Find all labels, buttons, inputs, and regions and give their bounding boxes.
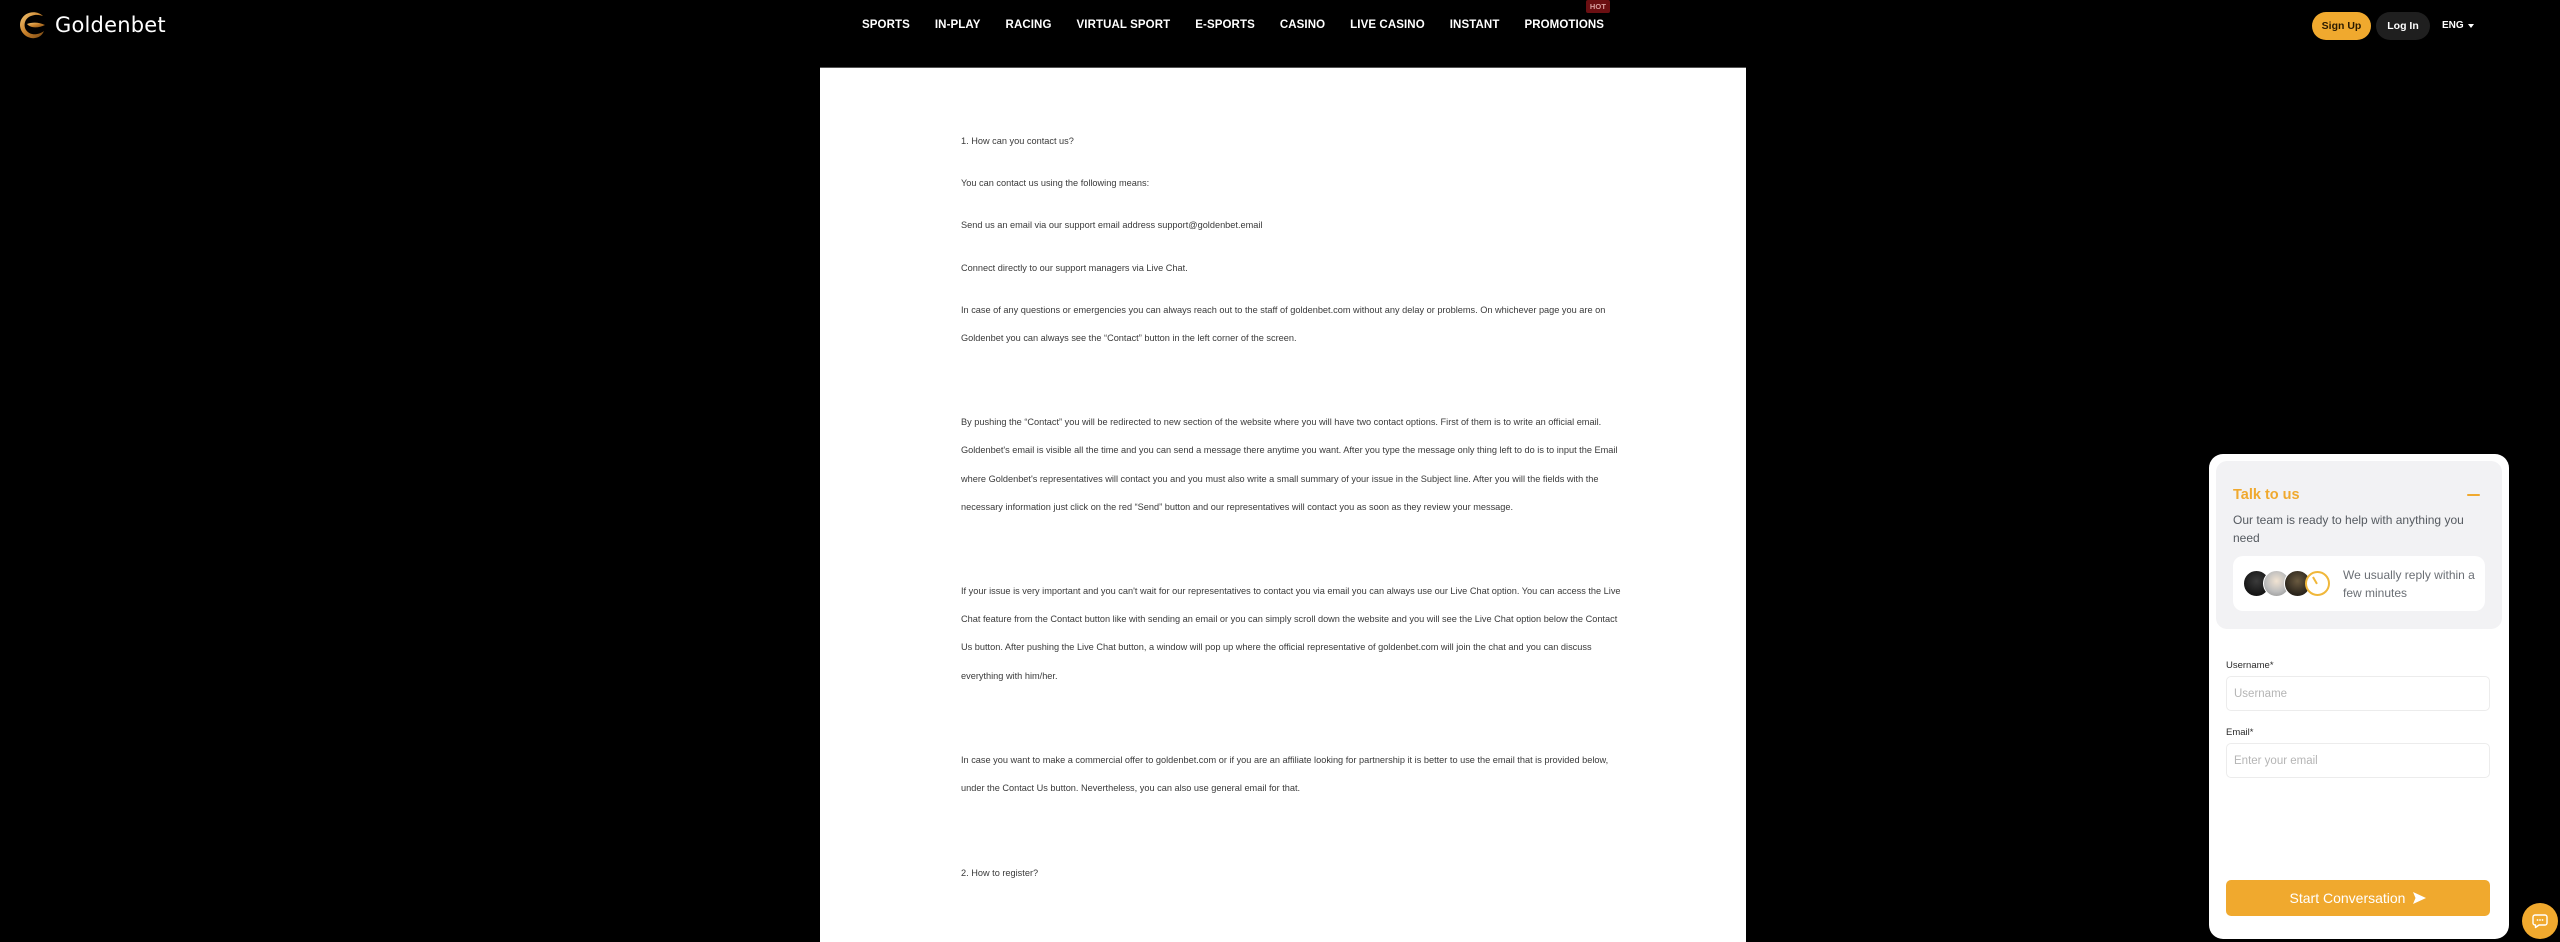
faq-paragraph: In case of any questions or emergencies you can always reach out to the staff of goldenbet.com without any delay or problems. On whichever page you are on Goldenbet you can always see the “Contact” button in the left corner of the screen. (961, 304, 1606, 344)
faq-content-panel (820, 67, 1746, 942)
chat-launcher-button[interactable] (2522, 903, 2558, 939)
hot-badge: HOT (1586, 0, 1610, 13)
faq-paragraph: By pushing the “Contact” you will be redirected to new section of the website where you will have two contact options. First of them is to write an official email. Goldenbet's email is visible all the time and you can send a message there anytime you want. After you type the message only thing left to do is to input the Email where Goldenbet's representatives will contact you and you must also write a small summary of your issue in the Subject line. After you will the fields with the necessary information just click on the red “Send” button and our representatives will contact you as soon as they review your message. (961, 417, 1618, 512)
reply-time-card (2233, 556, 2485, 611)
faq-article (961, 127, 1621, 887)
send-icon (2413, 892, 2426, 904)
nav-promotions[interactable] (1524, 2, 1607, 31)
brand-logo[interactable] (17, 8, 166, 42)
top-header (0, 0, 2560, 50)
clock-icon (2305, 571, 2330, 596)
faq-heading-1: 1. How can you contact us? (961, 136, 1074, 146)
goldenbet-logo-icon (17, 9, 49, 41)
nav-in-play[interactable]: IN-PLAY (934, 19, 981, 31)
nav-virtual-sport[interactable]: VIRTUAL SPORT (1076, 19, 1171, 31)
agent-avatars (2243, 570, 2333, 598)
nav-sports[interactable]: SPORTS (862, 19, 910, 31)
brand-name: Goldenbet (55, 13, 166, 37)
chat-title: Talk to us (2233, 487, 2300, 503)
nav-promotions-label: PROMOTIONS (1524, 19, 1605, 31)
header-actions (2312, 11, 2474, 40)
faq-paragraph: In case you want to make a commercial offer to goldenbet.com or if you are an affiliate looking for partnership it is better to use the email that is provided below, under the Contact Us button. Nevertheless, you can also use general email for that. (961, 754, 1609, 794)
reply-time-text: We usually reply within a few minutes (2343, 568, 2475, 600)
faq-paragraph: Send us an email via our support email address support@goldenbet.email (961, 220, 1263, 231)
faq-heading-2: 2. How to register? (961, 868, 1039, 879)
email-input[interactable] (2226, 743, 2490, 778)
start-conversation-button[interactable] (2226, 880, 2490, 916)
nav-casino[interactable]: CASINO (1279, 19, 1326, 31)
email-label: Email* (2226, 727, 2254, 738)
username-input[interactable] (2226, 676, 2490, 711)
language-selector[interactable] (2442, 20, 2474, 31)
caret-down-icon (2468, 24, 2474, 28)
nav-live-casino[interactable]: LIVE CASINO (1350, 19, 1425, 31)
main-nav (862, 0, 1607, 50)
faq-paragraph: You can contact us using the following means: (961, 178, 1150, 189)
language-label: ENG (2442, 20, 2464, 31)
username-label: Username* (2226, 660, 2274, 671)
faq-paragraph: If your issue is very important and you can't wait for our representatives to contact you via email you can always use our Live Chat option. You can access the Live Chat feature from the Contact button like with sending an email or you can simply scroll down the website and you will see the Live Chat option below the Contact Us button. After pushing the Live Chat button, a window will pop up where the official representative of goldenbet.com will join the chat and you can discuss everything with him/her. (961, 586, 1621, 681)
nav-racing[interactable]: RACING (1005, 19, 1052, 31)
chat-subtitle: Our team is ready to help with anything you need (2233, 513, 2464, 545)
nav-instant[interactable]: INSTANT (1449, 19, 1500, 31)
faq-paragraph: Connect directly to our support managers via Live Chat. (961, 262, 1188, 273)
sign-up-button[interactable]: Sign Up (2312, 12, 2371, 40)
start-conversation-label: Start Conversation (2289, 890, 2406, 906)
live-chat-widget (2209, 454, 2509, 939)
chat-bubble-icon (2532, 913, 2548, 929)
minimize-icon[interactable] (2467, 489, 2480, 501)
log-in-button[interactable]: Log In (2376, 12, 2430, 40)
chat-intro-card (2216, 461, 2502, 629)
nav-e-sports[interactable]: E-SPORTS (1195, 19, 1255, 31)
